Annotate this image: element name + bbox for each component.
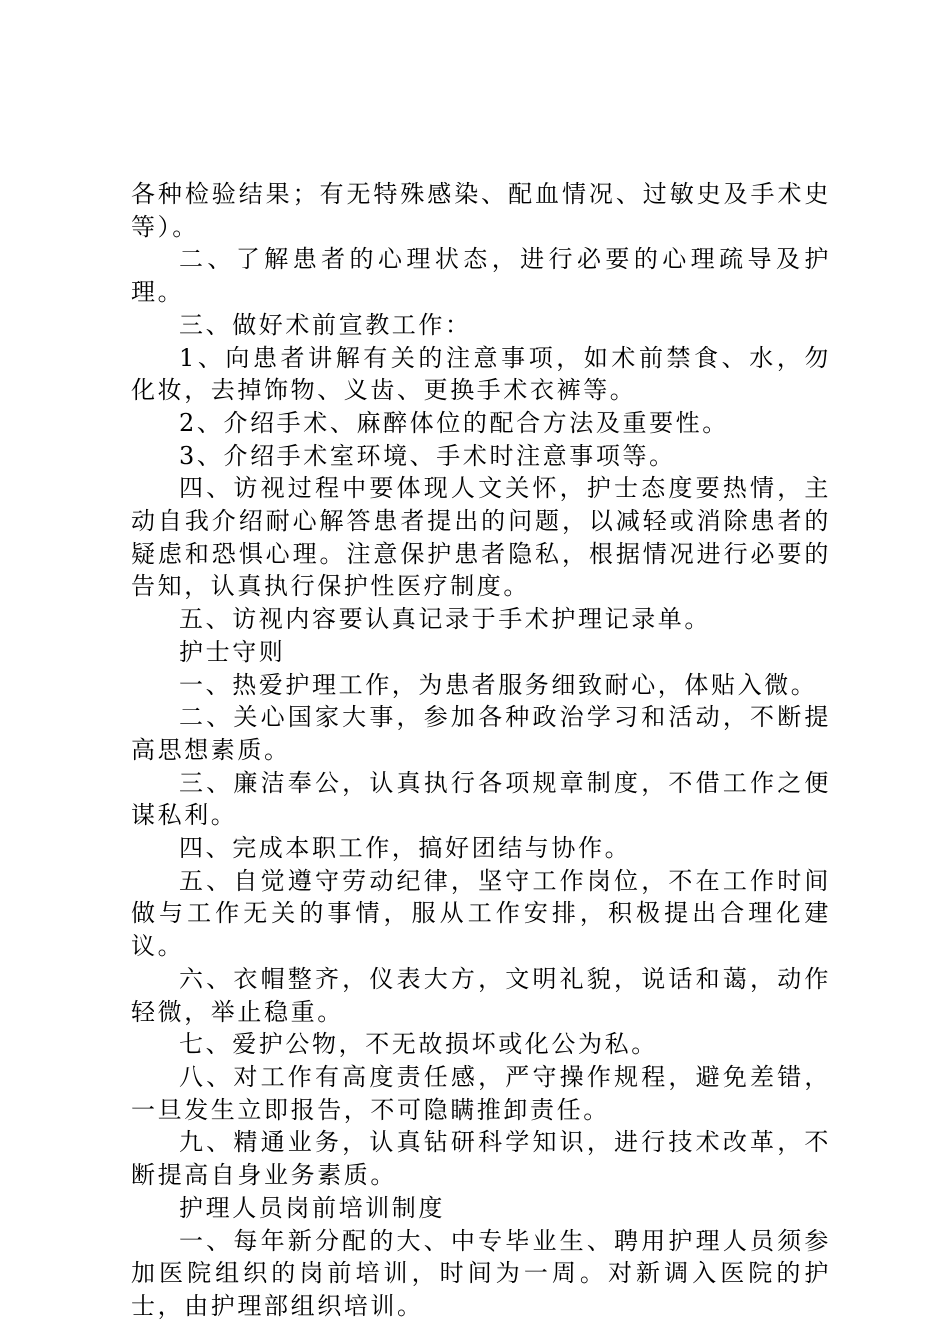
paragraph: 3、介绍手术室环境、手术时注意事项等。 <box>179 441 676 470</box>
paragraph: 1、向患者讲解有关的注意事项，如术前禁食、水，勿化妆，去掉饰物、义齿、更换手术衣裤等。 <box>131 343 831 405</box>
paragraph: 2、介绍手术、麻醉体位的配合方法及重要性。 <box>179 408 729 437</box>
paragraph: 九、精通业务，认真钻研科学知识，进行技术改革，不断提高自身业务素质。 <box>131 1128 831 1190</box>
section-heading: 护士守则 <box>179 637 286 666</box>
paragraph: 五、自觉遵守劳动纪律，坚守工作岗位，不在工作时间做与工作无关的事情，服从工作安排，积极提出合理化建议。 <box>131 866 831 961</box>
paragraph: 七、爱护公物，不无故损坏或化公为私。 <box>179 1030 658 1059</box>
paragraph: 一、热爱护理工作，为患者服务细致耐心，体贴入微。 <box>179 670 818 699</box>
paragraph: 四、访视过程中要体现人文关怀，护士态度要热情，主动自我介绍耐心解答患者提出的问题，以减轻或消除患者的疑虑和恐惧心理。注意保护患者隐私，根据情况进行必要的告知，认真执行保护性医疗制度。 <box>131 474 831 601</box>
paragraph: 五、访视内容要认真记录于手术护理记录单。 <box>179 605 711 634</box>
paragraph: 八、对工作有高度责任感，严守操作规程，避免差错，一旦发生立即报告，不可隐瞒推卸责任。 <box>131 1062 831 1124</box>
section-heading: 护理人员岗前培训制度 <box>179 1193 445 1222</box>
paragraph: 二、了解患者的心理状态，进行必要的心理疏导及护理。 <box>131 245 831 307</box>
document-body <box>131 178 831 1323</box>
paragraph: 一、每年新分配的大、中专毕业生、聘用护理人员须参加医院组织的岗前培训，时间为一周。对新调入医院的护士，由护理部组织培训。 <box>131 1226 831 1320</box>
paragraph: 六、衣帽整齐，仪表大方，文明礼貌，说话和蔼，动作轻微，举止稳重。 <box>131 964 831 1026</box>
paragraph: 三、做好术前宣教工作： <box>179 310 472 339</box>
paragraph: 三、廉洁奉公，认真执行各项规章制度，不借工作之便谋私利。 <box>131 768 831 830</box>
paragraph: 四、完成本职工作，搞好团结与协作。 <box>179 834 632 863</box>
paragraph: 二、关心国家大事，参加各种政治学习和活动，不断提高思想素质。 <box>131 703 831 764</box>
paragraph: 各种检验结果；有无特殊感染、配血情况、过敏史及手术史等）。 <box>131 180 831 241</box>
